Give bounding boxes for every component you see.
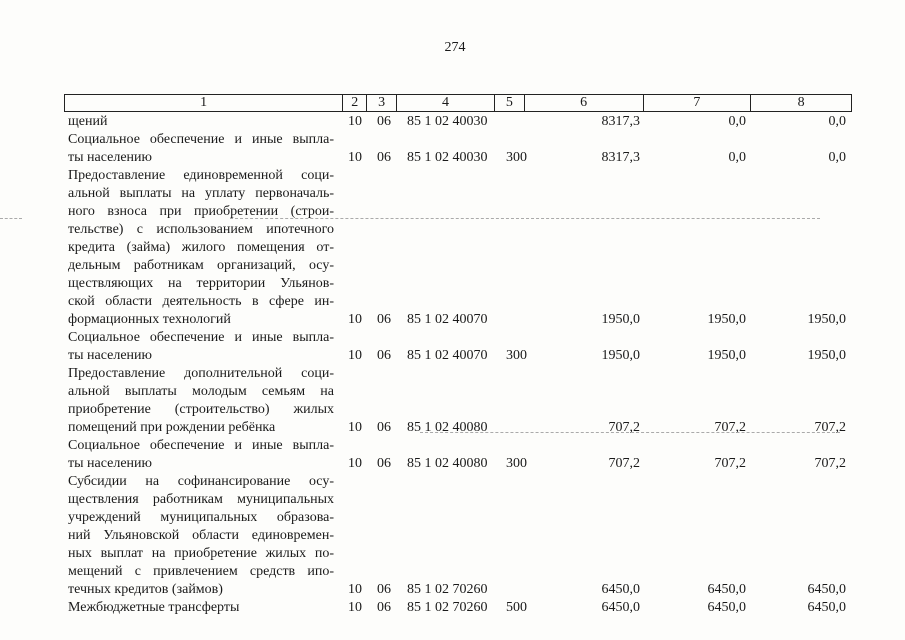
target-article-cell: 85 1 02 40030 (407, 150, 488, 165)
razdel-cell: 10 (348, 420, 362, 435)
description-line: ного взноса при приобретении (строи- (68, 204, 334, 219)
description-line: ществления работникам муниципальных (68, 492, 334, 507)
table-row (0, 365, 905, 437)
amount-col-7-cell: 707,2 (714, 420, 746, 435)
podrazdel-cell: 06 (377, 600, 391, 615)
expense-type-cell: 500 (506, 600, 527, 615)
description-line: Субсидии на софинансирование осу- (68, 474, 334, 489)
header-col-3: 3 (367, 95, 397, 111)
row-description (68, 365, 334, 437)
header-col-2: 2 (343, 95, 367, 111)
table-row (0, 167, 905, 329)
row-description (68, 167, 334, 329)
amount-col-6-cell: 8317,3 (601, 150, 640, 165)
amount-col-7-cell: 6450,0 (707, 582, 746, 597)
amount-col-6-cell: 8317,3 (601, 114, 640, 129)
row-description (68, 131, 334, 167)
target-article-cell: 85 1 02 70260 (407, 600, 488, 615)
table-row (0, 113, 905, 131)
razdel-cell: 10 (348, 348, 362, 363)
header-col-8: 8 (797, 95, 805, 110)
description-line: кредита (займа) жилого помещения от- (68, 240, 334, 255)
description-line: приобретение (строительство) жилых (68, 402, 334, 417)
amount-col-6-cell: 1950,0 (601, 348, 640, 363)
description-line: ты населению (68, 456, 152, 471)
scan-artifact (230, 218, 820, 219)
amount-col-8-cell: 0,0 (828, 114, 846, 129)
target-article-cell: 85 1 02 40070 (407, 312, 488, 327)
expense-type-cell: 300 (506, 150, 527, 165)
amount-col-8-cell: 1950,0 (807, 312, 846, 327)
scan-artifact (0, 218, 22, 219)
razdel-cell: 10 (348, 312, 362, 327)
description-line: ской области деятельность в сфере ин- (68, 294, 334, 309)
amount-col-8-cell: 707,2 (814, 420, 846, 435)
header-col-1: 1 (65, 95, 343, 111)
podrazdel-cell: 06 (377, 582, 391, 597)
razdel-cell: 10 (348, 114, 362, 129)
description-line: Межбюджетные трансферты (68, 600, 240, 615)
description-line: учреждений муниципальных образова- (68, 510, 334, 525)
header-col-7: 7 (644, 95, 752, 111)
podrazdel-cell: 06 (377, 114, 391, 129)
amount-col-6-cell: 1950,0 (601, 312, 640, 327)
amount-col-7-cell: 0,0 (728, 150, 746, 165)
header-col-5: 5 (495, 95, 525, 111)
description-line: тельстве) с использованием ипотечного (68, 222, 334, 237)
description-line: ний Ульяновской области единовремен- (68, 528, 334, 543)
table-row (0, 599, 905, 617)
razdel-cell: 10 (348, 582, 362, 597)
table-row (0, 131, 905, 167)
target-article-cell: 85 1 02 40080 (407, 456, 488, 471)
description-line: Предоставление дополнительной соци- (68, 366, 334, 381)
amount-col-7-cell: 1950,0 (707, 312, 746, 327)
amount-col-7-cell: 1950,0 (707, 348, 746, 363)
description-line: Социальное обеспечение и иные выпла- (68, 438, 334, 453)
description-line: ных выплат на приобретение жилых по- (68, 546, 334, 561)
target-article-cell: 85 1 02 40030 (407, 114, 488, 129)
description-line: Предоставление единовременной соци- (68, 168, 334, 183)
row-description (68, 437, 334, 473)
podrazdel-cell: 06 (377, 420, 391, 435)
target-article-cell: 85 1 02 40070 (407, 348, 488, 363)
amount-col-8-cell: 707,2 (814, 456, 846, 471)
description-line: течных кредитов (займов) (68, 582, 223, 597)
podrazdel-cell: 06 (377, 150, 391, 165)
page-number: 274 (444, 40, 466, 55)
description-line: Социальное обеспечение и иные выпла- (68, 132, 334, 147)
description-line: формационных технологий (68, 312, 231, 327)
amount-col-8-cell: 0,0 (828, 150, 846, 165)
amount-col-6-cell: 6450,0 (601, 582, 640, 597)
amount-col-6-cell: 707,2 (608, 456, 640, 471)
row-description (68, 113, 334, 131)
table-header (64, 94, 852, 112)
amount-col-8-cell: 1950,0 (807, 348, 846, 363)
amount-col-8-cell: 6450,0 (807, 582, 846, 597)
description-line: ществляющих на территории Ульянов- (68, 276, 334, 291)
expense-type-cell: 300 (506, 348, 527, 363)
target-article-cell: 85 1 02 70260 (407, 582, 488, 597)
description-line: альной выплаты молодым семьям на (68, 384, 334, 399)
amount-col-7-cell: 707,2 (714, 456, 746, 471)
razdel-cell: 10 (348, 150, 362, 165)
table-row (0, 329, 905, 365)
amount-col-6-cell: 6450,0 (601, 600, 640, 615)
description-line: Социальное обеспечение и иные выпла- (68, 330, 334, 345)
row-description (68, 473, 334, 599)
table-row (0, 437, 905, 473)
description-line: ты населению (68, 150, 152, 165)
amount-col-8-cell: 6450,0 (807, 600, 846, 615)
table-row (0, 473, 905, 599)
description-line: ты населению (68, 348, 152, 363)
amount-col-6-cell: 707,2 (608, 420, 640, 435)
row-description (68, 599, 334, 617)
razdel-cell: 10 (348, 600, 362, 615)
description-line: мещений с привлечением средств ипо- (68, 564, 334, 579)
amount-col-7-cell: 6450,0 (707, 600, 746, 615)
scan-artifact (420, 432, 840, 433)
description-line: щений (68, 114, 108, 129)
podrazdel-cell: 06 (377, 456, 391, 471)
expense-type-cell: 300 (506, 456, 527, 471)
description-line: помещений при рождении ребёнка (68, 420, 276, 435)
row-description (68, 329, 334, 365)
header-col-6: 6 (525, 95, 644, 111)
header-col-4: 4 (397, 95, 495, 111)
description-line: альной выплаты на уплату первоначаль- (68, 186, 334, 201)
podrazdel-cell: 06 (377, 312, 391, 327)
description-line: дельным работникам организаций, осу- (68, 258, 334, 273)
amount-col-7-cell: 0,0 (728, 114, 746, 129)
podrazdel-cell: 06 (377, 348, 391, 363)
razdel-cell: 10 (348, 456, 362, 471)
target-article-cell: 85 1 02 40080 (407, 420, 488, 435)
